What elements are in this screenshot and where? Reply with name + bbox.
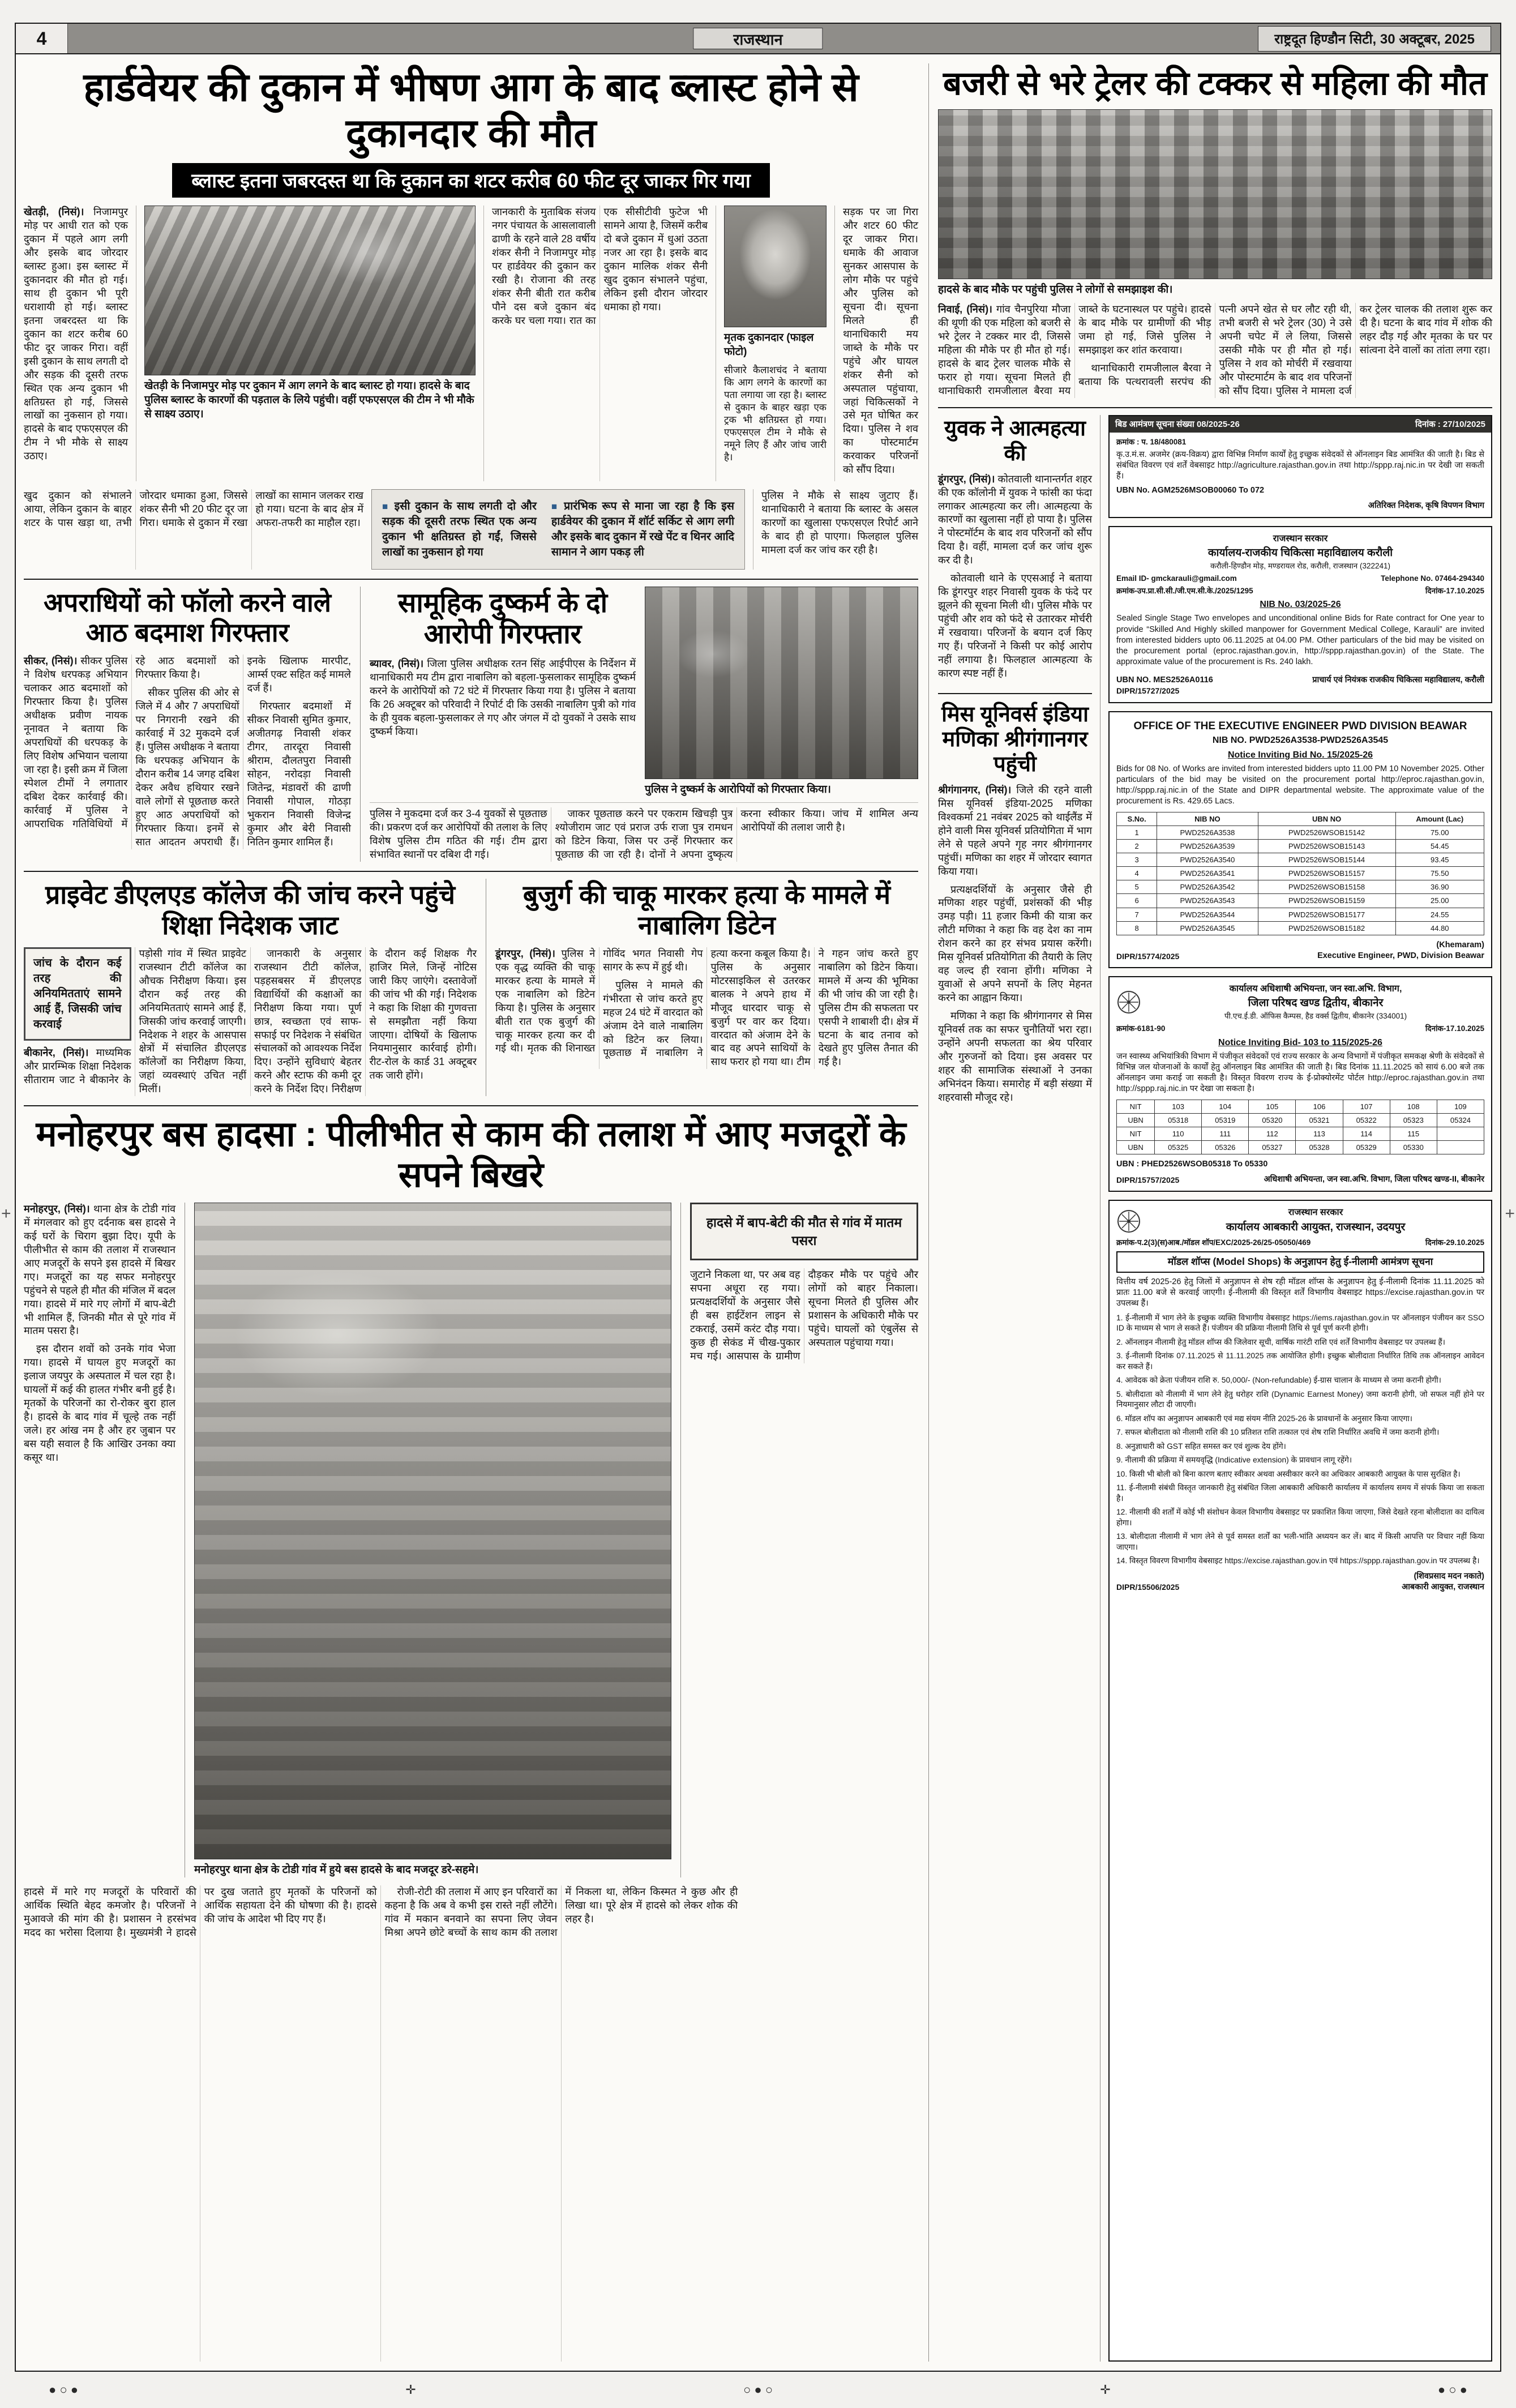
text-column	[753, 489, 918, 570]
table-row	[1117, 880, 1484, 894]
govt-line: कार्यालय अधिशाषी अभियन्ता, जन स्वा.अभि. विभाग,	[1229, 984, 1402, 994]
body-text: खुद दुकान को संभालने आया, लेकिन दुकान के बाहर शटर के पास खड़ा था, तभी जोरदार धमाका हुआ, जिससे शंकर सैनी भी 20 फीट दूर जा गिरा। धमाके से दुकान में रखा लाखों का सामान जलकर राख हो गया। घटना के बाद क्षेत्र में अफरा-तफरी का माहौल रहा।	[24, 490, 363, 528]
article-gangrape-arrest	[360, 587, 918, 862]
office-block	[1147, 983, 1484, 1021]
notice-ref: क्रमांक-उप.प्रा.सी.सी./जी.एम.सी.के./2025/1295	[1116, 586, 1253, 595]
ubn-number: UBN NO. MES2526A0116	[1116, 675, 1213, 685]
photo-caption: पुलिस ने दुष्कर्म के आरोपियों को गिरफ्तार किया।	[645, 783, 831, 795]
body-text: जिला पुलिस अधीक्षक रतन सिंह आईपीएस के निर्देशन में थानाधिकारी मय टीम द्वारा नाबालिग को बहला-फुसलाकर सामूहिक दुष्कर्म करने के आरोपियों को 72 घंटे में गिरफ्तार किया गया है। पुलिस ने बताया कि 26 अक्टूबर को परिवादी ने रिपोर्ट दी कि उसकी नाबालिग पुत्री को गांव के ही युवक बहला-फुसलाकर ले गए और जंगल में दो युवकों ने उसके साथ दुष्कर्म किया।	[370, 658, 636, 737]
article-headline: सामूहिक दुष्कर्म के दो आरोपी गिरफ्तार	[397, 588, 608, 650]
article-body	[24, 1885, 918, 2362]
table-cell: 107	[1343, 1100, 1390, 1113]
table-cell: 110	[1155, 1127, 1202, 1140]
ubn-number: UBN : PHED2526WSOB05318 To 05330	[1116, 1160, 1268, 1169]
notice-item: 6. मॉडल शॉप का अनुज्ञापन आबकारी एवं मद्य संयम नीति 2025-26 के प्रावधानों के अनुसार किया जाएगा।	[1116, 1414, 1413, 1423]
register-mark-icon: +	[1, 1204, 11, 1223]
table-cell: 75.00	[1395, 826, 1484, 839]
photo-deceased-portrait	[724, 206, 826, 327]
figure-deceased-portrait	[716, 206, 826, 481]
notice-header	[1116, 983, 1484, 1021]
signatory	[1317, 940, 1484, 961]
body-text: जिले की रहने वाली मिस यूनिवर्स इंडिया-2025 मणिका विश्वकर्मा 21 नवंबर 2025 को थाईलैंड में होने वाली मिस यूनिवर्स प्रतियोगिता में भाग लेने से पहले अपने गृह नगर श्रीगंगानगर पहुंचीं। मणिका का शहर में जोरदार स्वागत किया गया।	[938, 784, 1092, 877]
table-row	[1117, 826, 1484, 839]
body-text: सड़क पर जा गिरा और शटर 60 फीट दूर जाकर गिरा। धमाके की आवाज सुनकर आसपास के लोग मौके पर पहुंचे और पुलिस को सूचना दी। सूचना मिलते ही थानाधिकारी मय जाब्ते के मौके पर पहुंचे और घायल शंकर सैनी को अस्पताल पहुंचाया, जहां चिकित्सकों ने उसे मृत घोषित कर दिया। पुलिस ने शव का पोस्टमार्टम करवाकर परिजनों को सौंप दिया।	[843, 206, 918, 476]
table-cell: 05321	[1296, 1113, 1343, 1127]
text-column	[24, 1203, 175, 1877]
dipr-number: DIPR/15774/2025	[1116, 951, 1180, 961]
lead-paragraph	[938, 784, 1092, 879]
photo-caption: हादसे के बाद मौके पर पहुंची पुलिस ने लोगों से समझाइश की।	[938, 284, 1173, 296]
article-body-row	[24, 206, 918, 481]
photo-bus-accident-scene	[194, 1203, 671, 1859]
signatory: अतिरिक्त निदेशक, कृषि विपणन विभाग	[1368, 501, 1484, 510]
table-header-row	[1117, 812, 1484, 826]
table-row	[1117, 1113, 1484, 1127]
nib-range: NIB NO. PWD2526A3538-PWD2526A3545	[1212, 735, 1389, 745]
table-cell: 05323	[1390, 1113, 1437, 1127]
notice-excise-model-shops	[1108, 1200, 1492, 2362]
article-headline: बजरी से भरे ट्रेलर की टक्कर से महिला की मौत	[943, 65, 1487, 102]
table-cell: PWD2526A3539	[1157, 839, 1258, 853]
body-text: निजामपुर मोड़ पर आधी रात को एक दुकान में पहले आग लगी और इसके बाद जोरदार ब्लास्ट हुआ। इस ब्लास्ट में दुकानदार की मौत हो गई। साथ ही दुकान भी पूरी धराशायी हो गई। ब्लास्ट इतना जबरदस्त था कि दुकान का शटर करीब 60 फीट दूर जाकर गिरा। वहीं इसी दुकान के साथ लगती दो और सड़क की दूसरी तरफ स्थित एक अन्य दुकान भी क्षतिग्रस्त हो गई, जिससे लाखों का नुकसान हो गया। हादसे के बाद एफएसएल की टीम ने भी मौके से साक्ष्य उठाए।	[24, 206, 128, 462]
table-cell: 44.80	[1395, 921, 1484, 935]
body-text: सीजारे कैलाशचंद ने बताया कि आग लगने के कारणों का पता लगाया जा रहा है। ब्लास्ट से दुकान के बाहर खड़ा एक ट्रक भी क्षतिग्रस्त हो गया। एफएसएल टीम ने मौके से नमूने लिए हैं और जांच जारी है।	[724, 364, 826, 463]
table-row	[1117, 894, 1484, 908]
office-name: कार्यालय आबकारी आयुक्त, राजस्थान, उदयपुर	[1226, 1221, 1406, 1233]
notice-title: बिड आमंत्रण सूचना संख्या 08/2025-26	[1115, 419, 1240, 429]
figure-blast-scene	[136, 206, 476, 481]
body-text: हादसे में मारे गए मजदूरों के परिवारों की आर्थिक स्थिति बेहद कमजोर है। परिजनों ने मुआवजे की मांग की है। प्रशासन ने हरसंभव मदद का भरोसा दिलाया है। मुख्यमंत्री ने हादसे पर दुख जताते हुए मृतकों के परिजनों को आर्थिक सहायता देने की घोषणा की है। हादसे की जांच के आदेश भी दिए गए हैं।	[24, 1885, 377, 1938]
article-headline: बुजुर्ग की चाकू मारकर हत्या के मामले में नाबालिग डिटेन	[523, 880, 891, 940]
notice-item: 8. अनुज्ञाधारी को GST सहित समस्त कर एवं शुल्क देय होंगे।	[1116, 1442, 1286, 1451]
table-cell: 25.00	[1395, 894, 1484, 908]
article-elder-murder	[486, 879, 918, 1096]
phone: Telephone No. 07464-294340	[1381, 574, 1484, 583]
table-row	[1117, 908, 1484, 921]
text-column	[24, 489, 363, 570]
body-text: पुलिस ने एक वृद्ध व्यक्ति की चाकू मारकर हत्या के मामले में एक नाबालिग को डिटेन किया है। पुलिस के अनुसार बीती रात एक बुजुर्ग की चाकू मारकर हत्या कर दी गई थी। मृतक की शिनाख्त गोविंद भगत निवासी गेप सागर के रूप में हुई थी।	[495, 947, 703, 1054]
table-cell	[1437, 1141, 1484, 1154]
notice-body: Sealed Single Stage Two envelopes and unconditional online Bids for Rate contract for One year to provide “Skilled And Highly skilled manpower for Government Medical College, Karauli” are invited from interested bidders upto 06.11.2025 at 04.00 PM. Other particulars of the bid may be visited on the procurement portal (eproc.rajasthan.gov.in, http://sppp.rajasthan.gov.in) of the State. The approximate value of the procurement is Rs. 240 lakh.	[1116, 614, 1484, 666]
article-body	[24, 655, 351, 849]
ashoka-emblem-icon	[1116, 990, 1141, 1015]
article-youth-suicide	[938, 415, 1092, 685]
table-cell: PWD2526WSOB15142	[1258, 826, 1395, 839]
page-content	[16, 54, 1500, 2371]
notice-zila-parishad-bikaner	[1108, 976, 1492, 1192]
table-cell: 112	[1249, 1127, 1296, 1140]
article-row	[24, 871, 918, 1096]
table-cell: 111	[1202, 1127, 1249, 1140]
lead-paragraph	[370, 657, 636, 739]
table-cell: PWD2526WSOB15177	[1258, 908, 1395, 921]
sign-row	[1116, 672, 1484, 686]
table-cell: NIT	[1117, 1100, 1155, 1113]
notice-header	[1116, 1207, 1484, 1235]
article-body	[938, 473, 1092, 681]
table-cell: 75.50	[1395, 867, 1484, 880]
photo-caption: मनोहरपुर थाना क्षेत्र के टोडी गांव में हुये बस हादसे के बाद मजदूर डरे-सहमे।	[194, 1864, 479, 1876]
office-address: करौली-हिण्डौन मोड़, मण्डरायल रोड, करौली, राजस्थान (322241)	[1210, 561, 1391, 570]
article-body	[938, 303, 1492, 398]
table-cell: 6	[1117, 894, 1157, 908]
govt-line: राजस्थान सरकार	[1288, 1208, 1343, 1218]
notice-body: कृ.उ.मं.स. अजमेर (क्रय-विक्रय) द्वारा विभिन्न निर्माण कार्यों हेतु इच्छुक संवेदकों से ऑनलाइन बिड आमंत्रित की जाती है। बिड से संबंधित विवरण एवं शर्तें वेबसाइट http://agriculture.rajasthan.gov.in तथा http://sppp.raj.nic.in पर देखी जा सकती हैं।	[1116, 450, 1484, 481]
notice-body: Bids for 08 No. of Works are invited from interested bidders upto 11.00 PM 10 November 2025. Other particulars of the bid may be visited on the procurement portal http://eproc.rajasthan.gov.in, http://sppp.raj.nic.in of the State and DIPR departmental website. The approximate value of the procurement is Rs. 429.65 Lacs.	[1116, 764, 1484, 806]
table-cell: 05328	[1296, 1141, 1343, 1154]
photo-accident-crowd	[938, 109, 1492, 279]
notice-item: 1. ई-नीलामी में भाग लेने के इच्छुक व्यक्ति विभागीय वेबसाइट https://iems.rajasthan.gov.in पर ऑनलाइन पंजीयन कर SSO ID के माध्यम से भाग ले सकते हैं। पंजीयन की प्रक्रिया नीलामी तिथि से पूर्व पूर्ण करनी होगी।	[1116, 1313, 1484, 1333]
office-address: पी.एच.ई.डी. ऑफिस कैम्पस, हैड वर्क्स द्वितीय, बीकानेर (334001)	[1224, 1012, 1407, 1021]
notice-title: मॉडल शॉप्स (Model Shops) के अनुज्ञापन हेतु ई-नीलामी आमंत्रण सूचना	[1116, 1251, 1484, 1272]
table-header	[1117, 812, 1484, 826]
table-cell: 05326	[1202, 1141, 1249, 1154]
table-cell: 93.45	[1395, 853, 1484, 866]
dipr-number: DIPR/15506/2025	[1116, 1582, 1180, 1592]
notice-ref: क्रमांक-6181-90	[1116, 1024, 1166, 1033]
nit-ubn-table	[1116, 1100, 1484, 1155]
table-cell: 05318	[1155, 1113, 1202, 1127]
notice-item: 5. बोलीदाता को नीलामी में भाग लेने हेतु धरोहर राशि (Dynamic Earnest Money) जमा करानी होगी, जो सफल नहीं होने पर नियमानुसार लौटा दी जाएगी।	[1116, 1389, 1484, 1409]
ref-date-row	[1116, 1024, 1484, 1034]
notice-item: 2. ऑनलाइन नीलामी हेतु मॉडल शॉप्स की जिलेवार सूची, वार्षिक गारंटी राशि एवं शर्तें विभागीय वेबसाइट पर उपलब्ध हैं।	[1116, 1337, 1445, 1346]
table-cell: 106	[1296, 1100, 1343, 1113]
table-cell: 105	[1249, 1100, 1296, 1113]
signatory-title: Executive Engineer, PWD, Division Beawar	[1317, 951, 1484, 961]
column-header: NIB NO	[1157, 812, 1258, 826]
inset-highlight-box: हादसे में बाप-बेटी की मौत से गांव में मातम पसरा	[690, 1203, 918, 1260]
body-text: जानकारी के अनुसार राजस्थान टीटी कॉलेज, पड़हसबसर में डीएलएड विद्यार्थियों की कक्षाओं का निरीक्षण किया गया। पूर्ण छात्र, स्वच्छता एवं साफ-सफाई पर निदेशक ने संबंधित संचालकों को आवश्यक निर्देश दिए। उन्होंने सुविधाएं बेहतर करने और स्टाफ की कमी दूर करने के निर्देश दिए। निरीक्षण के दौरान कई शिक्षक गैर हाजिर मिले, जिन्हें नोटिस जारी किए जाएंगे। दस्तावेजों की जांच भी की गई। निदेशक ने कहा कि शिक्षा की गुणवत्ता से समझौता नहीं किया जाएगा। दोषियों के खिलाफ नियमानुसार कार्रवाई होगी। रीट-रोल के कार्ड 31 अक्टूबर तक जारी होंगे।	[254, 947, 477, 1095]
table-cell: PWD2526A3538	[1157, 826, 1258, 839]
footer-dots: ● ○ ●	[49, 2383, 79, 2397]
table-cell: UBN	[1117, 1141, 1155, 1154]
notice-title: Notice Inviting Bid- 103 to 115/2025-26	[1218, 1037, 1382, 1047]
table-cell: PWD2526WSOB15182	[1258, 921, 1395, 935]
text-column	[680, 1203, 918, 1877]
article-miss-universe	[938, 693, 1092, 1109]
edition-dateline: राष्ट्रदूत हिण्डौन सिटी, 30 अक्टूबर, 2025	[1258, 26, 1491, 52]
body-text: मणिका ने कहा कि श्रीगंगानगर से मिस यूनिवर्स तक का सफर चुनौतियों भरा रहा। उन्होंने अपनी सफलता का श्रेय परिवार और गुरुजनों को दिया। इस अवसर पर शहर की सामाजिक संस्थाओं ने उनका अभिनंदन किया। समारोह में बड़ी संख्या में शहरवासी मौजूद रहे।	[938, 1010, 1092, 1103]
notice-item: 14. विस्तृत विवरण विभागीय वेबसाइट https://excise.rajasthan.gov.in एवं https://sppp.rajasthan.gov.in पर उपलब्ध है।	[1116, 1556, 1480, 1566]
office-name: जिला परिषद खण्ड द्वितीय, बीकानेर	[1248, 997, 1384, 1010]
table-cell: 3	[1117, 853, 1157, 866]
notice-date: दिनांक-17.10.2025	[1425, 586, 1484, 595]
article-headline: युवक ने आत्महत्या की	[944, 416, 1086, 465]
table-cell: 7	[1117, 908, 1157, 921]
article-body-row	[370, 587, 918, 797]
dateline: डूंगरपुर, (निसं)।	[495, 947, 562, 959]
text-column	[370, 802, 918, 862]
dateline: ब्यावर, (निसं)।	[370, 658, 427, 670]
article-body	[938, 784, 1092, 1105]
table-row	[1117, 921, 1484, 935]
notice-date: दिनांक-29.10.2025	[1425, 1238, 1484, 1247]
table-cell: PWD2526WSOB15144	[1258, 853, 1395, 866]
sign-row	[1116, 1174, 1484, 1185]
notice-item: 13. बोलीदाता नीलामी में भाग लेने से पूर्व समस्त शर्तों का भली-भांति अध्ययन कर लें। बाद में किसी आपत्ति पर विचार नहीं किया जाएगा।	[1116, 1532, 1484, 1551]
table-cell: 5	[1117, 880, 1157, 894]
article-dled-inspection	[24, 879, 477, 1096]
pull-quote-box: जांच के दौरान कई तरह की अनियमितताएं सामने आई हैं, जिसकी जांच करवाई	[24, 947, 131, 1041]
column-header: S.No.	[1117, 812, 1157, 826]
notice-item: 10. किसी भी बोली को बिना कारण बताए स्वीकार अथवा अस्वीकार करने का अधिकार आबकारी आयुक्त के पास सुरक्षित है।	[1116, 1469, 1461, 1478]
ubn-number: UBN No. AGM2526MSOB00060 To 072	[1116, 485, 1265, 495]
table-cell	[1437, 1127, 1484, 1140]
notice-items	[1116, 1313, 1484, 1567]
table-cell: 36.90	[1395, 880, 1484, 894]
dateline: डूंगरपुर, (निसं)।	[938, 473, 998, 485]
signatory: प्राचार्य एवं नियंत्रक राजकीय चिकित्सा महाविद्यालय, करौली	[1312, 675, 1484, 685]
article-body	[690, 1268, 918, 1363]
dateline: खेतड़ी, (निसं)।	[24, 206, 93, 218]
text-column	[483, 206, 708, 481]
table-cell: PWD2526WSOB15157	[1258, 867, 1395, 880]
table-row	[1117, 1100, 1484, 1113]
table-cell: 05319	[1202, 1113, 1249, 1127]
body-text: सीकर पुलिस ने विशेष धरपकड़ अभियान चलाकर आठ बदमाशों को गिरफ्तार किया है। पुलिस अधीक्षक प्रवीण नायक नूनावत ने बताया कि अपराधियों की धरपकड़ के लिए विशेष अभियान चलाया जा रहा है। इसी क्रम में जिला स्पेशल टीमों ने लगातार दबिश देकर कार्रवाई की। कार्रवाई में पुलिस ने आपराधिक गतिविधियों में रहे आठ बदमाशों को गिरफ्तार किया है।	[24, 655, 239, 829]
notice-item: 9. नीलामी की प्रक्रिया में समयवृद्धि (Indicative extension) के प्रावधान लागू रहेंगे।	[1116, 1456, 1352, 1465]
article-body	[495, 947, 918, 1069]
notice-rail	[1100, 415, 1492, 2362]
dateline: सीकर, (निसं)।	[24, 655, 81, 667]
column-header: Amount (Lac)	[1395, 812, 1484, 826]
body-text: रोजी-रोटी की तलाश में आए इन परिवारों का कहना है कि अब वे कभी इस रास्ते नहीं लौटेंगे। गांव में मकान बनवाने का सपना लिए जेवन मिश्रा अपने छोटे बच्चों के साथ काम की तलाश में निकला था, लेकिन किस्मत ने कुछ और ही लिखा था। पूरे क्षेत्र में हादसे को लेकर शोक की लहर है।	[384, 1885, 738, 1938]
body-text: कोतवाली थाने के एएसआई ने बताया कि डूंगरपुर शहर निवासी युवक के फंदे पर झूलने की सूचना मिली थी। पुलिस मौके पर पहुंची और शव को फंदे से उतारकर मोर्चरी में रखवाया। परिजनों के बयान दर्ज किए गए हैं। परिजनों ने किसी पर कोई आरोप नहीं लगाया है। फिलहाल आत्महत्या के कारण स्पष्ट नहीं हैं।	[938, 572, 1092, 679]
body-text: प्रत्यक्षदर्शियों के अनुसार जैसे ही मणिका शहर पहुंचीं, प्रशंसकों की भीड़ उमड़ पड़ी। 11 हजार किमी की यात्रा कर लौटी मणिका ने कहा कि वह देश का नाम रोशन करने का हर संभव प्रयास करेंगी। मिस यूनिवर्स प्रतियोगिता की तैयारी के लिए वह जल्द ही रवाना होंगी। मणिका ने युवाओं से अपने सपनों के लिए मेहनत करने का आह्वान किया।	[938, 883, 1092, 1004]
notice-ref: क्रमांक-प.2(3)(स)आब./मॉडल शॉप/EXC/2025-26/25-05050/469	[1116, 1238, 1311, 1247]
table-cell: 104	[1202, 1100, 1249, 1113]
notice-ref: क्रमांक : प. 18/480081	[1116, 438, 1187, 447]
signatory: अधिशाषी अभियन्ता, जन स्वा.अभि. विभाग, जिला परिषद खण्ड-II, बीकानेर	[1264, 1175, 1484, 1184]
table-cell: 115	[1390, 1127, 1437, 1140]
highlight-bullet	[551, 499, 734, 560]
figure-accused	[645, 587, 918, 797]
dateline: निवाई, (निसं)।	[938, 303, 997, 315]
table-cell: 113	[1296, 1127, 1343, 1140]
body-text: कोतवाली थानान्तर्गत शहर की एक कॉलोनी में युवक ने फांसी का फंदा लगाकर आत्महत्या कर ली। आत्महत्या के कारणों का खुलासा नहीं हो पाया है। पुलिस ने पोस्टमॉर्टम के बाद शव परिजनों को सौंप दिया है। वहीं, मामला दर्ज कर जांच शुरू कर दी है।	[938, 473, 1092, 566]
article-trailer-accident	[938, 63, 1492, 398]
masthead	[16, 24, 1500, 54]
govt-line: राजस्थान सरकार	[1273, 533, 1328, 544]
body-text: पुलिस ने मुकदमा दर्ज कर 3-4 युवकों से पूछताछ की। प्रकरण दर्ज कर आरोपियों की तलाश के लिए विशेष पुलिस टीम गठित की गई। टीम द्वारा संभावित स्थानों पर दबिश दी गई।	[370, 808, 547, 861]
article-subhead: ब्लास्ट इतना जबरदस्त था कि दुकान का शटर करीब 60 फीट दूर जाकर गिर गया	[172, 163, 770, 198]
table-cell: PWD2526A3540	[1157, 853, 1258, 866]
table-cell: PWD2526A3545	[1157, 921, 1258, 935]
table-row	[1117, 1141, 1484, 1154]
body-text: पुलिस ने मौके से साक्ष्य जुटाए हैं। थानाधिकारी ने बताया कि ब्लास्ट के असल कारणों का खुलासा एफएसएल रिपोर्ट आने के बाद ही हो पाएगा। फिलहाल पुलिस मामला दर्ज कर जांच कर रही है।	[761, 490, 918, 555]
right-split	[938, 407, 1492, 2362]
table-cell: PWD2526WSOB15158	[1258, 880, 1395, 894]
photo-caption: मृतक दुकानदार (फाइल फोटो)	[724, 332, 814, 358]
notice-item: 4. आवेदक को क्रेता पंजीयन राशि रु. 50,000/- (Non-refundable) ई-ग्रास चालान के माध्यम से जमा करानी होगी।	[1116, 1376, 1441, 1385]
column-header: UBN NO	[1258, 812, 1395, 826]
notice-item: 7. सफल बोलीदाता को नीलामी राशि की 10 प्रतिशत राशि तत्काल एवं शेष राशि निर्धारित अवधि में जमा करानी होगी।	[1116, 1428, 1440, 1437]
table-cell: 4	[1117, 867, 1157, 880]
dateline: बीकानेर, (निसं)।	[24, 1046, 96, 1058]
notice-title: Notice Inviting Bid No. 15/2025-26	[1227, 750, 1373, 760]
article-hardware-blast	[24, 63, 918, 570]
lead-paragraph	[24, 1203, 175, 1338]
footer-dots: ● ○ ●	[1437, 2383, 1467, 2397]
body-text: गिरफ्तार बदमाशों में सीकर निवासी सुमित कुमार, अजीतगढ़ निवासी शंकर टीगर, तारदूरा निवासी श्रीराम, दौलतपुरा निवासी सोहन, नरोदड़ा निवासी जितेन्द्र, मंडावरों की ढाणी निवासी गोपाल, गोठड़ा भुकरान निवासी विजेन्द्र कुमार और बेरी निवासी नितिन कुमार शामिल हैं।	[247, 700, 351, 848]
notice-medical-college-karauli	[1108, 526, 1492, 703]
table-cell: PWD2526A3543	[1157, 894, 1258, 908]
highlight-text: प्रारंभिक रूप से माना जा रहा है कि इस हार्डवेयर की दुकान में शॉर्ट सर्किट से आग लगी और इसके बाद दुकान में रखे पेंट व थिनर आदि सामान ने आग पकड़ ली	[551, 500, 734, 558]
notice-date: दिनांक : 27/10/2025	[1415, 419, 1485, 429]
body-text: थानाधिकारी रामजीलाल बैरवा ने बताया कि पत्थरावली सरपंच की पत्नी अपने खेत से घर लौट रही थी, तभी बजरी से भरे ट्रेलर (30) ने उसे अपनी चपेट में ले लिया, जिससे उसकी मौके पर ही मौत हो गई। पुलिस ने शव को मोर्चरी में रखवाया और पोस्टमार्टम के बाद शव परिजनों को सौंप दिया। पुलिस ने मामला दर्ज कर ट्रेलर चालक की तलाश शुरू कर दी है। घटना के बाद गांव में शोक की लहर दौड़ गई और मृतका के घर पर सांत्वना देने वालों का तांता लगा रहा।	[1078, 303, 1492, 396]
lead-paragraph	[938, 473, 1092, 568]
table-cell: 05320	[1249, 1113, 1296, 1127]
dipr-number: DIPR/15727/2025	[1116, 686, 1180, 696]
table-cell: 108	[1390, 1100, 1437, 1113]
right-zone	[928, 63, 1492, 2362]
notice-agriculture-bid	[1108, 415, 1492, 518]
body-text: जाकर पूछताछ करने पर एकराम खिचड़ी पुत्र श्योजीराम जाट एवं प्रराज उर्फ राजा पुत्र रामधन को डिटेन किया, जिस पर उन्हें गिरफ्तार कर पूछताछ की जा रही है। दोनों ने अपना दुष्कृत्य करना स्वीकार किया। जांच में शामिल अन्य आरोपियों की तलाश जारी है।	[555, 808, 918, 861]
table-cell: 109	[1437, 1100, 1484, 1113]
article-body-row	[24, 489, 918, 570]
article-body-row	[24, 1203, 918, 1877]
page-footer	[15, 2379, 1501, 2401]
table-cell: 1	[1117, 826, 1157, 839]
ref-date-row	[1116, 1238, 1484, 1248]
notice-item: 3. ई-नीलामी दिनांक 07.11.2025 से 11.11.2025 तक आयोजित होगी। इच्छुक बोलीदाता निर्धारित तिथि तक ऑनलाइन आवेदन कर सकते हैं।	[1116, 1351, 1484, 1371]
lead-paragraph	[24, 206, 128, 463]
table-cell: 24.55	[1395, 908, 1484, 921]
contact-row	[1116, 574, 1484, 584]
table-cell: UBN	[1117, 1113, 1155, 1127]
narrow-rail	[938, 415, 1092, 2362]
office-block	[1147, 1207, 1484, 1235]
article-headline: हार्डवेयर की दुकान में भीषण आग के बाद ब्लास्ट होने से दुकानदार की मौत	[83, 65, 859, 156]
notice-date: दिनांक-17.10.2025	[1425, 1024, 1484, 1033]
table-cell: 2	[1117, 839, 1157, 853]
ref-date-row	[1116, 586, 1484, 596]
table-cell: PWD2526A3542	[1157, 880, 1258, 894]
body-text: गांव चैनपुरिया मौजा की थूणी की एक महिला को बजरी से भरे ट्रेलर ने टक्कर मार दी, जिससे महिला की मौके पर ही मौत हो गई। हादसे के बाद ट्रेलर चालक मौके से फरार हो गया। सूचना मिलते ही थानाधिकारी रामजीलाल बैरवा मय जाब्ते के घटनास्थल पर पहुंचे। हादसे के बाद मौके पर ग्रामीणों की भीड़ जमा हो गई, जिसे पुलिस ने समझाइश कर शांत करवाया।	[938, 303, 1211, 396]
article-headline: प्राइवेट डीएलएड कॉलेज की जांच करने पहुंचे शिक्षा निदेशक जाट	[45, 880, 455, 940]
table-cell: 05324	[1437, 1113, 1484, 1127]
square-bullet-icon: ■	[551, 501, 560, 512]
body-text: जुटाने निकला था, पर अब वह सपना अधूरा रह गया। प्रत्यक्षदर्शियों के अनुसार जैसे ही बस हाईटेंशन लाइन से टकराई, उसमें करंट दौड़ गया। कुछ ही सेकंड में चीख-पुकार मच गई। आसपास के ग्रामीण दौड़कर मौके पर पहुंचे और लोगों को बाहर निकाला। सूचना मिलते ही पुलिस और प्रशासन के अधिकारी मौके पर पहुंचे। घायलों को एंबुलेंस से अस्पताल पहुंचाया गया।	[690, 1269, 918, 1362]
footer-cross-icon: ✛	[1100, 2383, 1111, 2397]
table-cell: 05329	[1343, 1141, 1390, 1154]
text-column	[370, 587, 636, 797]
table-cell: 05330	[1390, 1141, 1437, 1154]
sign-row	[1116, 501, 1484, 511]
office-name: कार्यालय-राजकीय चिकित्सा महाविद्यालय करौली	[1207, 546, 1393, 559]
notice-item: 12. नीलामी की शर्तों में कोई भी संशोधन केवल विभागीय वेबसाइट पर प्रकाशित किया जाएगा, जिसे देखते रहना बोलीदाता का दायित्व होगा।	[1116, 1508, 1484, 1527]
table-cell: 05325	[1155, 1141, 1202, 1154]
article-body	[24, 947, 477, 1096]
table-cell: 05322	[1343, 1113, 1390, 1127]
section-title: राजस्थान	[693, 28, 823, 49]
newspaper-page	[15, 23, 1501, 2372]
signatory-name: (Khemaram)	[1436, 940, 1484, 949]
figure-bus-accident	[185, 1203, 671, 1877]
dateline: श्रीगंगानगर, (निसं)।	[938, 784, 1017, 795]
body-text: जानकारी के मुताबिक संजय नगर पंचायत के आसलावाली ढाणी के रहने वाले 28 वर्षीय शंकर सैनी ने निजामपुर मोड़ पर हार्डवेयर की दुकान कर रखी है। रोजाना की तरह शंकर सैनी बीती रात करीब पौने दस बजे दुकान बंद करके घर चला गया। रात का एक सीसीटीवी फुटेज भी सामने आया है, जिसमें करीब दो बजे दुकान में धुआं उठता नजर आ रहा है। इसके बाद दुकान मालिक शंकर सैनी खुद दुकान संभालने पहुंचा, लेकिन इसी दौरान जोरदार धमाका हो गया।	[492, 206, 708, 326]
article-body	[370, 657, 636, 739]
body-text: पुलिस ने मामले की गंभीरता से जांच करते हुए महज 24 घंटे में वारदात को अंजाम देने वाले नाबालिग को डिटेन कर लिया। पूछताछ में नाबालिग ने हत्या करना कबूल किया है। पुलिस के अनुसार मोटरसाइकिल से उतरकर बालक ने अपने हाथ में मौजूद धारदार चाकू से बुजुर्ग पर वार कर दिया। वारदात को अंजाम देने के बाद वह अपने साथियों के साथ फरार हो गया था। टीम ने गहन जांच करते हुए नाबालिग को डिटेन किया। मामले में अन्य की भूमिका की भी जांच की जा रही है। पुलिस टीम की सफलता पर एसपी ने शाबाशी दी। क्षेत्र में घटना के बाद तनाव को देखते हुए पुलिस तैनात की गई है।	[603, 947, 918, 1068]
table-row	[1117, 867, 1484, 880]
notice-item: 11. ई-नीलामी संबंधी विस्तृत जानकारी हेतु संबंधित जिला आबकारी अधिकारी कार्यालय में कार्यालय समय में संपर्क किया जा सकता है।	[1116, 1483, 1484, 1503]
body-text: इस दौरान शवों को उनके गांव भेजा गया। हादसे में घायल हुए मजदूरों का इलाज जयपुर के अस्पताल में चल रहा है। घायलों में कई की हालत गंभीर बनी हुई है। मृतकों के परिजनों का रो-रोकर बुरा हाल है। हादसे के बाद गांव में चूल्हे तक नहीं जले। हर आंख नम है और हर जुबान पर बस यही सवाल है कि आखिर उनका क्या कसूर था।	[24, 1343, 175, 1463]
table-cell: NIT	[1117, 1127, 1155, 1140]
table-cell: PWD2526A3544	[1157, 908, 1258, 921]
article-headline: मनोहरपुर बस हादसा : पीलीभीत से काम की तलाश में आए मजदूरों के सपने बिखरे	[36, 1115, 906, 1195]
signatory-name: (शिवप्रसाद मदन नकाते)	[1414, 1571, 1484, 1581]
table-cell: 103	[1155, 1100, 1202, 1113]
notice-header	[1110, 416, 1491, 433]
office-name: OFFICE OF THE EXECUTIVE ENGINEER PWD DIVISION BEAWAR	[1133, 720, 1467, 732]
table-cell: PWD2526WSOB15143	[1258, 839, 1395, 853]
square-bullet-icon: ■	[382, 501, 390, 512]
table-body	[1117, 1100, 1484, 1154]
register-mark-icon: +	[1505, 1204, 1515, 1223]
sign-row	[1116, 1571, 1484, 1593]
dateline: मनोहरपुर, (निसं)।	[24, 1203, 93, 1215]
highlight-bullet	[382, 499, 537, 560]
signatory	[1402, 1571, 1484, 1593]
sign-row	[1116, 940, 1484, 961]
article-headline: मिस यूनिवर्स इंडिया मणिका श्रीगंगानगर पहुंची	[941, 702, 1089, 776]
table-row	[1117, 1127, 1484, 1140]
table-cell: PWD2526WSOB15159	[1258, 894, 1395, 908]
table-row	[1117, 853, 1484, 866]
notice-meta	[1116, 437, 1484, 447]
table-body	[1117, 826, 1484, 935]
table-cell: 8	[1117, 921, 1157, 935]
table-cell: 114	[1343, 1127, 1390, 1140]
table-cell: 54.45	[1395, 839, 1484, 853]
highlight-text: इसी दुकान के साथ लगती दो और सड़क की दूसरी तरफ स्थित एक अन्य दुकान भी क्षतिग्रस्त हो गईं, जिससे लाखों का नुकसान हो गया	[382, 500, 537, 558]
photo-accused-group	[645, 587, 918, 779]
text-column	[834, 206, 918, 481]
page-number: 4	[16, 24, 68, 53]
body-text: सीकर पुलिस की ओर से जिले में 4 और 7 अपराधियों पर निगरानी रखने की कार्रवाई में 32 मुकदमे दर्ज हैं। पुलिस अधीक्षक ने बताया कि धरपकड़ अभियान के दौरान करीब 14 जगह दबिश देकर अवैध हथियार रखने वाले लोगों से पूछताछ करते हुए आठ अपराधियों को गिरफ्तार किया। इनमें से सात आदतन अपराधी हैं। इनके खिलाफ मारपीट, आर्म्स एक्ट सहित कई मामले दर्ज हैं।	[135, 655, 351, 848]
figure-trailer-accident	[938, 109, 1492, 297]
left-zone	[24, 63, 918, 2362]
table-row	[1117, 839, 1484, 853]
highlight-box	[371, 489, 745, 570]
email: Email ID- gmckarauli@gmail.com	[1116, 574, 1237, 583]
notice-intro: वित्तीय वर्ष 2025-26 हेतु जिलों में अनुज्ञापन से शेष रही मॉडल शॉप्स के अनुज्ञापन हेतु ई-नीलामी दिनांक 11.11.2025 को प्रातः 11.00 बजे से करवाई जाएगी। ई-नीलामी की विस्तृत शर्तें विभागीय वेबसाइट https://excise.rajasthan.gov.in पर उपलब्ध हैं।	[1116, 1277, 1484, 1308]
article-badmash-arrest	[24, 587, 351, 862]
pwd-bid-table	[1116, 812, 1484, 935]
text-column	[24, 206, 128, 481]
dipr-number: DIPR/15757/2025	[1116, 1175, 1180, 1184]
table-cell: PWD2526A3541	[1157, 867, 1258, 880]
table-cell: 05327	[1249, 1141, 1296, 1154]
nib-number: NIB No. 03/2025-26	[1260, 600, 1341, 610]
article-headline: अपराधियों को फॉलो करने वाले आठ बदमाश गिरफ्तार	[44, 587, 331, 648]
footer-dots: ○ ● ○	[743, 2383, 773, 2397]
photo-caption: खेतड़ी के निजामपुर मोड़ पर दुकान में आग लगने के बाद ब्लास्ट हो गया। हादसे के बाद पुलिस ब्लास्ट के कारणों की पड़ताल के लिये पहुंची। वहीं एफएसएल की टीम ने भी मौके से साक्ष्य उठाए।	[144, 380, 474, 420]
article-bus-accident	[24, 1105, 918, 2362]
article-row	[24, 579, 918, 862]
ashoka-emblem-icon	[1116, 1209, 1141, 1234]
body-text: थाना क्षेत्र के टोडी गांव में मंगलवार को हुए दर्दनाक बस हादसे ने कई घरों के चिराग बुझा दिए। यूपी के पीलीभीत से काम की तलाश में राजस्थान आए मजदूरों के सपने इस हादसे में बिखर गए। मजदूरों का यह सफर मनोहरपुर पहुंचने से पहले ही मौत की मंजिल में बदल गया। हादसे में मारे गए लोगों में बाप-बेटी भी शामिल हैं, जिनकी मौत से पूरे गांव में मातम पसरा है।	[24, 1203, 175, 1337]
notice-pwd-beawar	[1108, 711, 1492, 968]
body-text: माध्यमिक और प्रारम्भिक शिक्षा निदेशक सीताराम जाट ने बीकानेर के पड़ोसी गांव में स्थित प्राइवेट राजस्थान टीटी कॉलेज का औचक निरीक्षण किया। इस दौरान कई तरह की अनियमितताएं सामने आई हैं, जिसकी जांच करवाई जाएगी। निदेशक ने शहर के आसपास क्षेत्रों में संचालित डीएलएड कॉलेजों का निरीक्षण किया, जहां व्यवस्थाएं उचित नहीं मिलीं।	[24, 947, 246, 1095]
notice-body: जन स्वास्थ्य अभियांत्रिकी विभाग में पंजीकृत संवेदकों एवं राज्य सरकार के अन्य विभागों में पंजीकृत समकक्ष श्रेणी के संवेदकों से विभिन्न जल योजनाओं के कार्यों हेतु ऑनलाइन बिड आमंत्रित की जाती है। बिड दिनांक 11.11.2025 को सायं 6.00 बजे तक ऑनलाइन जमा कराई जा सकती है। विस्तृत विवरण राज्य के ई-प्रोक्योरमेंट पोर्टल http://eproc.rajasthan.gov.in तथा http://sppp.raj.nic.in पर देखा जा सकता है।	[1116, 1052, 1484, 1094]
signatory-title: आबकारी आयुक्त, राजस्थान	[1402, 1582, 1484, 1592]
footer-cross-icon: ✛	[405, 2383, 416, 2397]
photo-blast-scene	[144, 206, 476, 375]
